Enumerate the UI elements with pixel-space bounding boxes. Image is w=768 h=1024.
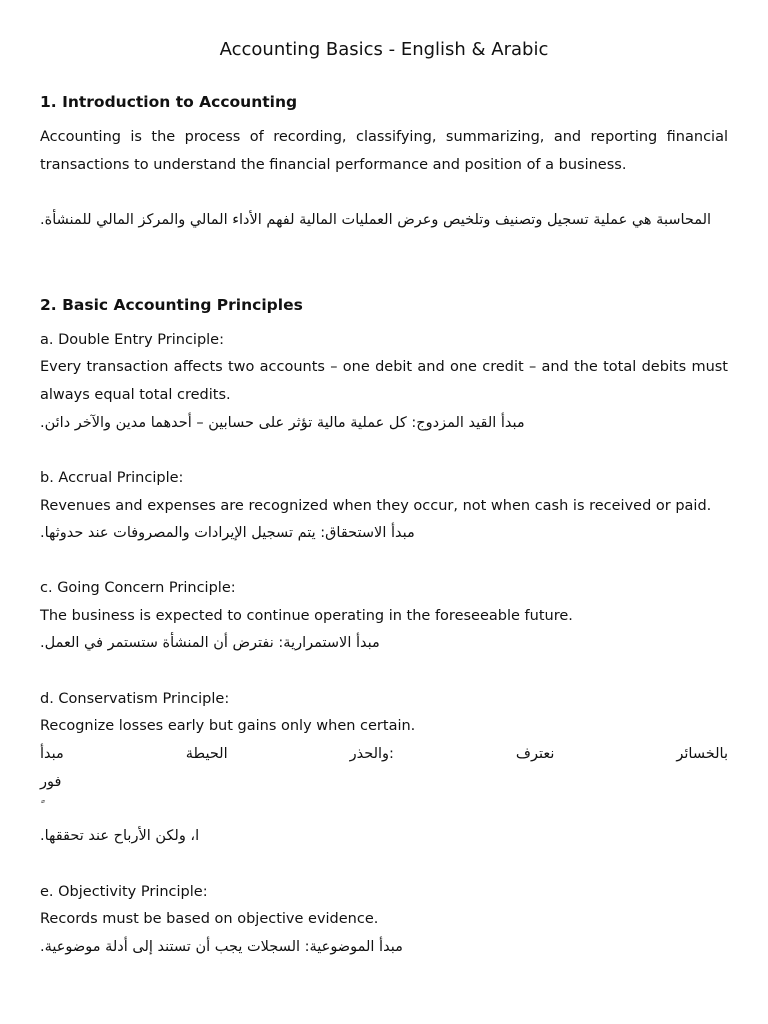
document-title: Accounting Basics - English & Arabic: [219, 39, 549, 60]
principle-a-label: a. Double Entry Principle:: [40, 332, 224, 348]
principle-d-english: Recognize losses early but gains only when certain.: [40, 718, 416, 734]
principle-c-label: c. Going Concern Principle:: [40, 580, 236, 596]
principle-d-arabic-line2: فور: [40, 774, 62, 790]
principle-d-arabic-word: بالخسائر: [676, 746, 728, 762]
principle-d-arabic-line1: [40, 744, 728, 764]
principle-d-arabic-word: نعترف: [515, 746, 555, 762]
principle-b-label: b. Accrual Principle:: [40, 470, 184, 486]
principle-a-english: Every transaction affects two accounts – one debit and one credit – and the total debits must always equal total credits.: [40, 359, 728, 403]
principle-e-label: e. Objectivity Principle:: [40, 884, 208, 900]
section-1-english-paragraph: Accounting is the process of recording, classifying, summarizing, and reporting financial transactions to understand the financial performance and position of a business.: [40, 129, 728, 173]
principle-d-label: d. Conservatism Principle:: [40, 691, 230, 707]
principle-a-arabic: مبدأ القيد المزدوج: كل عملية مالية تؤثر على حسابين – أحدهما مدين والآخر دائن.: [40, 415, 525, 431]
principle-d-arabic-line3: ا، ولكن الأرباح عند تحققها.: [40, 828, 200, 844]
principle-d-arabic-word: والحذر:: [349, 746, 394, 762]
section-2-heading: 2. Basic Accounting Principles: [40, 296, 303, 314]
principle-e-arabic: مبدأ الموضوعية: السجلات يجب أن تستند إلى أدلة موضوعية.: [40, 939, 403, 955]
section-1-arabic-paragraph: المحاسبة هي عملية تسجيل وتصنيف وتلخيص وعرض العمليات المالية لفهم الأداء المالي والمركز المالي للمنشأة.: [40, 212, 712, 228]
principle-b-arabic: مبدأ الاستحقاق: يتم تسجيل الإيرادات والمصروفات عند حدوثها.: [40, 525, 415, 541]
section-1-heading: 1. Introduction to Accounting: [40, 93, 298, 111]
principle-c-arabic: مبدأ الاستمرارية: نفترض أن المنشأة ستستمر في العمل.: [40, 635, 380, 651]
principle-e-english: Records must be based on objective evidence.: [40, 911, 379, 927]
principle-d-arabic-word: مبدأ: [40, 746, 64, 762]
principle-c-english: The business is expected to continue operating in the foreseeable future.: [40, 608, 573, 624]
principle-d-arabic-word: الحيطة: [185, 746, 228, 762]
principle-b-english: Revenues and expenses are recognized when they occur, not when cash is received or paid.: [40, 498, 712, 514]
